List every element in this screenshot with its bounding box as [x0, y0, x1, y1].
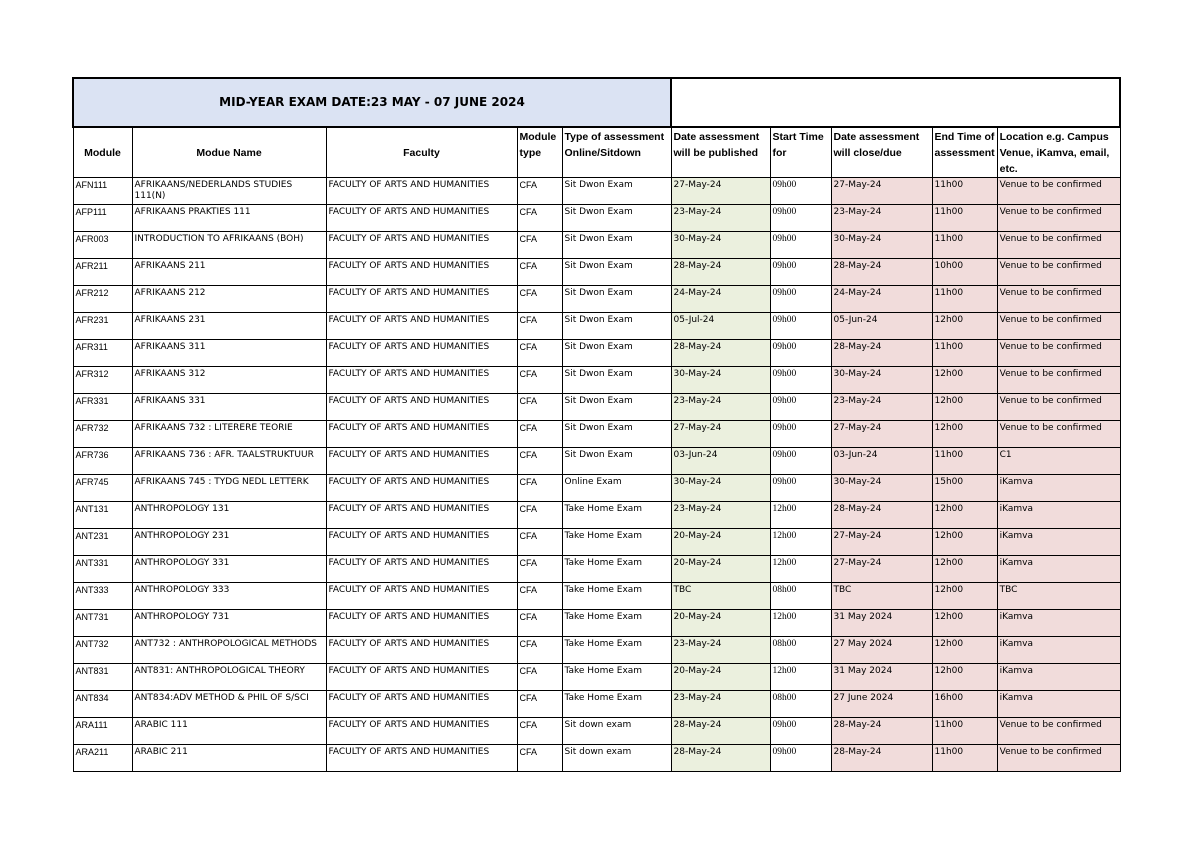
- cell-end-time: 12h00: [932, 664, 997, 691]
- cell-publish-date: 20-May-24: [671, 664, 770, 691]
- cell-end-time: 12h00: [932, 529, 997, 556]
- cell-publish-date: 20-May-24: [671, 529, 770, 556]
- cell-location: iKamva: [997, 502, 1120, 529]
- cell-module-code: ANT834: [73, 691, 132, 718]
- cell-faculty: FACULTY OF ARTS AND HUMANITIES: [326, 664, 517, 691]
- cell-end-time: 15h00: [932, 475, 997, 502]
- cell-close-date: 31 May 2024: [831, 610, 932, 637]
- cell-module-name: AFRIKAANS 736 : AFR. TAALSTRUKTUUR: [132, 448, 326, 475]
- cell-module-code: ARA111: [73, 718, 132, 745]
- cell-start-time: 09h00: [770, 367, 831, 394]
- cell-end-time: 11h00: [932, 745, 997, 772]
- cell-publish-date: 23-May-24: [671, 691, 770, 718]
- cell-module-name: AFRIKAANS 732 : LITERERE TEORIE: [132, 421, 326, 448]
- header-module-type: Module type: [517, 127, 562, 178]
- cell-faculty: FACULTY OF ARTS AND HUMANITIES: [326, 178, 517, 205]
- table-row: [73, 610, 1120, 637]
- cell-close-date: 27 May 2024: [831, 637, 932, 664]
- header-module: Module: [73, 127, 132, 178]
- cell-close-date: 23-May-24: [831, 205, 932, 232]
- cell-end-time: 10h00: [932, 259, 997, 286]
- header-faculty: Faculty: [326, 127, 517, 178]
- cell-end-time: 16h00: [932, 691, 997, 718]
- cell-module-type: CFA: [517, 205, 562, 232]
- cell-faculty: FACULTY OF ARTS AND HUMANITIES: [326, 691, 517, 718]
- cell-faculty: FACULTY OF ARTS AND HUMANITIES: [326, 583, 517, 610]
- cell-start-time: 12h00: [770, 610, 831, 637]
- cell-location: iKamva: [997, 529, 1120, 556]
- cell-publish-date: 05-Jul-24: [671, 313, 770, 340]
- cell-module-code: AFR736: [73, 448, 132, 475]
- cell-faculty: FACULTY OF ARTS AND HUMANITIES: [326, 529, 517, 556]
- cell-module-type: CFA: [517, 394, 562, 421]
- cell-close-date: 28-May-24: [831, 259, 932, 286]
- cell-location: Venue to be confirmed: [997, 313, 1120, 340]
- cell-close-date: 27 June 2024: [831, 691, 932, 718]
- cell-module-code: AFR212: [73, 286, 132, 313]
- cell-assessment-type: Online Exam: [562, 475, 671, 502]
- cell-publish-date: 23-May-24: [671, 394, 770, 421]
- cell-location: Venue to be confirmed: [997, 232, 1120, 259]
- cell-publish-date: 20-May-24: [671, 610, 770, 637]
- cell-end-time: 11h00: [932, 340, 997, 367]
- table-row: [73, 745, 1120, 772]
- cell-close-date: 28-May-24: [831, 502, 932, 529]
- cell-faculty: FACULTY OF ARTS AND HUMANITIES: [326, 475, 517, 502]
- table-row: [73, 259, 1120, 286]
- cell-module-type: CFA: [517, 313, 562, 340]
- cell-module-type: CFA: [517, 583, 562, 610]
- table-row: [73, 448, 1120, 475]
- cell-location: iKamva: [997, 664, 1120, 691]
- table-row: [73, 637, 1120, 664]
- cell-location: Venue to be confirmed: [997, 259, 1120, 286]
- cell-location: Venue to be confirmed: [997, 340, 1120, 367]
- cell-assessment-type: Take Home Exam: [562, 637, 671, 664]
- cell-end-time: 12h00: [932, 637, 997, 664]
- cell-module-type: CFA: [517, 664, 562, 691]
- cell-module-type: CFA: [517, 178, 562, 205]
- cell-assessment-type: Sit Dwon Exam: [562, 232, 671, 259]
- cell-faculty: FACULTY OF ARTS AND HUMANITIES: [326, 286, 517, 313]
- cell-module-code: AFP111: [73, 205, 132, 232]
- cell-module-type: CFA: [517, 259, 562, 286]
- cell-end-time: 12h00: [932, 502, 997, 529]
- cell-module-type: CFA: [517, 691, 562, 718]
- cell-module-type: CFA: [517, 232, 562, 259]
- cell-start-time: 12h00: [770, 664, 831, 691]
- cell-faculty: FACULTY OF ARTS AND HUMANITIES: [326, 610, 517, 637]
- cell-start-time: 12h00: [770, 529, 831, 556]
- cell-module-code: AFR003: [73, 232, 132, 259]
- cell-publish-date: 23-May-24: [671, 205, 770, 232]
- cell-assessment-type: Sit Dwon Exam: [562, 313, 671, 340]
- cell-module-type: CFA: [517, 610, 562, 637]
- cell-end-time: 11h00: [932, 205, 997, 232]
- cell-start-time: 09h00: [770, 205, 831, 232]
- cell-start-time: 09h00: [770, 232, 831, 259]
- cell-location: Venue to be confirmed: [997, 718, 1120, 745]
- header-publish-date: Date assessment will be published: [671, 127, 770, 178]
- cell-assessment-type: Take Home Exam: [562, 583, 671, 610]
- table-row: [73, 691, 1120, 718]
- cell-start-time: 08h00: [770, 583, 831, 610]
- cell-module-name: AFRIKAANS 211: [132, 259, 326, 286]
- cell-module-name: ANT831: ANTHROPOLOGICAL THEORY: [132, 664, 326, 691]
- cell-publish-date: 27-May-24: [671, 421, 770, 448]
- table-row: [73, 313, 1120, 340]
- cell-publish-date: 30-May-24: [671, 367, 770, 394]
- cell-faculty: FACULTY OF ARTS AND HUMANITIES: [326, 367, 517, 394]
- cell-assessment-type: Sit Dwon Exam: [562, 259, 671, 286]
- cell-assessment-type: Sit Dwon Exam: [562, 448, 671, 475]
- cell-location: Venue to be confirmed: [997, 394, 1120, 421]
- cell-publish-date: 20-May-24: [671, 556, 770, 583]
- cell-module-name: AFRIKAANS 212: [132, 286, 326, 313]
- cell-module-code: ANT231: [73, 529, 132, 556]
- cell-publish-date: 30-May-24: [671, 475, 770, 502]
- cell-module-code: AFR311: [73, 340, 132, 367]
- cell-location: Venue to be confirmed: [997, 178, 1120, 205]
- cell-publish-date: 28-May-24: [671, 718, 770, 745]
- cell-end-time: 12h00: [932, 610, 997, 637]
- cell-start-time: 09h00: [770, 394, 831, 421]
- cell-module-name: AFRIKAANS PRAKTIES 111: [132, 205, 326, 232]
- cell-module-type: CFA: [517, 475, 562, 502]
- cell-location: iKamva: [997, 637, 1120, 664]
- cell-assessment-type: Take Home Exam: [562, 502, 671, 529]
- table-row: [73, 529, 1120, 556]
- cell-faculty: FACULTY OF ARTS AND HUMANITIES: [326, 232, 517, 259]
- cell-module-name: AFRIKAANS 312: [132, 367, 326, 394]
- cell-module-name: ARABIC 211: [132, 745, 326, 772]
- cell-publish-date: 30-May-24: [671, 232, 770, 259]
- cell-publish-date: 23-May-24: [671, 502, 770, 529]
- cell-assessment-type: Sit Dwon Exam: [562, 367, 671, 394]
- cell-module-code: AFR331: [73, 394, 132, 421]
- cell-end-time: 11h00: [932, 448, 997, 475]
- cell-module-name: ANTHROPOLOGY 131: [132, 502, 326, 529]
- cell-module-name: ANTHROPOLOGY 731: [132, 610, 326, 637]
- cell-close-date: 24-May-24: [831, 286, 932, 313]
- cell-module-code: ANT331: [73, 556, 132, 583]
- cell-module-type: CFA: [517, 367, 562, 394]
- cell-assessment-type: Take Home Exam: [562, 556, 671, 583]
- cell-close-date: 28-May-24: [831, 718, 932, 745]
- cell-publish-date: 03-Jun-24: [671, 448, 770, 475]
- cell-module-type: CFA: [517, 340, 562, 367]
- table-row: [73, 232, 1120, 259]
- cell-location: iKamva: [997, 556, 1120, 583]
- cell-start-time: 08h00: [770, 691, 831, 718]
- cell-publish-date: 28-May-24: [671, 259, 770, 286]
- cell-publish-date: 28-May-24: [671, 340, 770, 367]
- cell-assessment-type: Sit Dwon Exam: [562, 205, 671, 232]
- cell-end-time: 12h00: [932, 421, 997, 448]
- header-location: Location e.g. Campus Venue, iKamva, email, etc.: [997, 127, 1120, 178]
- table-row: [73, 367, 1120, 394]
- cell-start-time: 09h00: [770, 178, 831, 205]
- table-row: [73, 394, 1120, 421]
- header-end-time: End Time of assessment: [932, 127, 997, 178]
- cell-module-name: AFRIKAANS 331: [132, 394, 326, 421]
- cell-close-date: 30-May-24: [831, 367, 932, 394]
- cell-assessment-type: Sit down exam: [562, 718, 671, 745]
- cell-start-time: 09h00: [770, 475, 831, 502]
- table-row: [73, 583, 1120, 610]
- cell-close-date: 27-May-24: [831, 421, 932, 448]
- cell-end-time: 11h00: [932, 286, 997, 313]
- cell-start-time: 12h00: [770, 556, 831, 583]
- cell-location: iKamva: [997, 475, 1120, 502]
- cell-close-date: 30-May-24: [831, 475, 932, 502]
- cell-module-type: CFA: [517, 529, 562, 556]
- table-row: [73, 286, 1120, 313]
- cell-close-date: 30-May-24: [831, 232, 932, 259]
- cell-module-name: ANT834:ADV METHOD & PHIL OF S/SCI: [132, 691, 326, 718]
- cell-module-code: AFR231: [73, 313, 132, 340]
- header-start-time: Start Time for: [770, 127, 831, 178]
- cell-module-code: ANT732: [73, 637, 132, 664]
- table-row: [73, 178, 1120, 205]
- cell-module-code: ANT131: [73, 502, 132, 529]
- cell-module-code: ANT731: [73, 610, 132, 637]
- cell-close-date: TBC: [831, 583, 932, 610]
- cell-faculty: FACULTY OF ARTS AND HUMANITIES: [326, 556, 517, 583]
- exam-schedule-table: [72, 77, 1121, 772]
- cell-location: Venue to be confirmed: [997, 205, 1120, 232]
- cell-end-time: 12h00: [932, 394, 997, 421]
- cell-start-time: 09h00: [770, 286, 831, 313]
- cell-faculty: FACULTY OF ARTS AND HUMANITIES: [326, 718, 517, 745]
- cell-close-date: 31 May 2024: [831, 664, 932, 691]
- cell-end-time: 11h00: [932, 232, 997, 259]
- cell-close-date: 27-May-24: [831, 556, 932, 583]
- header-close-date: Date assessment will close/due: [831, 127, 932, 178]
- cell-assessment-type: Take Home Exam: [562, 529, 671, 556]
- cell-end-time: 12h00: [932, 313, 997, 340]
- cell-start-time: 09h00: [770, 745, 831, 772]
- cell-end-time: 12h00: [932, 583, 997, 610]
- cell-close-date: 23-May-24: [831, 394, 932, 421]
- cell-module-type: CFA: [517, 421, 562, 448]
- cell-module-code: ARA211: [73, 745, 132, 772]
- cell-module-code: AFR211: [73, 259, 132, 286]
- cell-module-code: AFR745: [73, 475, 132, 502]
- cell-module-name: AFRIKAANS 745 : TYDG NEDL LETTERK: [132, 475, 326, 502]
- cell-assessment-type: Sit Dwon Exam: [562, 421, 671, 448]
- cell-module-type: CFA: [517, 502, 562, 529]
- table-row: [73, 556, 1120, 583]
- cell-module-name: ANTHROPOLOGY 231: [132, 529, 326, 556]
- table-row: [73, 718, 1120, 745]
- cell-module-name: AFRIKAANS 231: [132, 313, 326, 340]
- cell-start-time: 12h00: [770, 502, 831, 529]
- cell-faculty: FACULTY OF ARTS AND HUMANITIES: [326, 637, 517, 664]
- cell-assessment-type: Take Home Exam: [562, 691, 671, 718]
- cell-module-type: CFA: [517, 637, 562, 664]
- cell-module-type: CFA: [517, 718, 562, 745]
- cell-location: Venue to be confirmed: [997, 286, 1120, 313]
- cell-module-name: ANTHROPOLOGY 331: [132, 556, 326, 583]
- cell-faculty: FACULTY OF ARTS AND HUMANITIES: [326, 448, 517, 475]
- cell-start-time: 09h00: [770, 718, 831, 745]
- cell-module-name: INTRODUCTION TO AFRIKAANS (BOH): [132, 232, 326, 259]
- cell-close-date: 27-May-24: [831, 178, 932, 205]
- cell-assessment-type: Sit Dwon Exam: [562, 340, 671, 367]
- cell-module-name: ANT732 : ANTHROPOLOGICAL METHODS: [132, 637, 326, 664]
- cell-module-code: ANT831: [73, 664, 132, 691]
- cell-module-code: AFR732: [73, 421, 132, 448]
- cell-location: C1: [997, 448, 1120, 475]
- cell-end-time: 12h00: [932, 367, 997, 394]
- cell-assessment-type: Take Home Exam: [562, 610, 671, 637]
- cell-faculty: FACULTY OF ARTS AND HUMANITIES: [326, 313, 517, 340]
- cell-location: iKamva: [997, 691, 1120, 718]
- cell-publish-date: TBC: [671, 583, 770, 610]
- header-assessment-type: Type of assessment Online/Sitdown: [562, 127, 671, 178]
- cell-publish-date: 24-May-24: [671, 286, 770, 313]
- cell-location: TBC: [997, 583, 1120, 610]
- cell-module-code: AFR312: [73, 367, 132, 394]
- cell-module-type: CFA: [517, 556, 562, 583]
- cell-module-type: CFA: [517, 286, 562, 313]
- cell-publish-date: 23-May-24: [671, 637, 770, 664]
- cell-end-time: 12h00: [932, 556, 997, 583]
- cell-end-time: 11h00: [932, 718, 997, 745]
- cell-faculty: FACULTY OF ARTS AND HUMANITIES: [326, 421, 517, 448]
- cell-module-type: CFA: [517, 745, 562, 772]
- cell-location: Venue to be confirmed: [997, 367, 1120, 394]
- cell-assessment-type: Take Home Exam: [562, 664, 671, 691]
- cell-close-date: 28-May-24: [831, 340, 932, 367]
- cell-location: Venue to be confirmed: [997, 745, 1120, 772]
- cell-module-type: CFA: [517, 448, 562, 475]
- table-row: [73, 421, 1120, 448]
- cell-faculty: FACULTY OF ARTS AND HUMANITIES: [326, 340, 517, 367]
- cell-module-code: ANT333: [73, 583, 132, 610]
- cell-publish-date: 27-May-24: [671, 178, 770, 205]
- cell-faculty: FACULTY OF ARTS AND HUMANITIES: [326, 502, 517, 529]
- cell-module-name: AFRIKAANS 311: [132, 340, 326, 367]
- cell-assessment-type: Sit Dwon Exam: [562, 178, 671, 205]
- cell-close-date: 28-May-24: [831, 745, 932, 772]
- cell-faculty: FACULTY OF ARTS AND HUMANITIES: [326, 745, 517, 772]
- cell-faculty: FACULTY OF ARTS AND HUMANITIES: [326, 259, 517, 286]
- cell-start-time: 08h00: [770, 637, 831, 664]
- cell-faculty: FACULTY OF ARTS AND HUMANITIES: [326, 394, 517, 421]
- cell-module-name: ARABIC 111: [132, 718, 326, 745]
- header-module-name: Modue Name: [132, 127, 326, 178]
- cell-close-date: 03-Jun-24: [831, 448, 932, 475]
- cell-end-time: 11h00: [932, 178, 997, 205]
- page-title: MID-YEAR EXAM DATE:23 MAY - 07 JUNE 2024: [73, 78, 671, 127]
- table-row: [73, 475, 1120, 502]
- cell-module-name: AFRIKAANS/NEDERLANDS STUDIES 111(N): [132, 178, 326, 205]
- cell-assessment-type: Sit Dwon Exam: [562, 394, 671, 421]
- cell-close-date: 05-Jun-24: [831, 313, 932, 340]
- blank-header-cell: [671, 78, 1120, 127]
- cell-start-time: 09h00: [770, 340, 831, 367]
- cell-start-time: 09h00: [770, 313, 831, 340]
- table-row: [73, 205, 1120, 232]
- cell-assessment-type: Sit down exam: [562, 745, 671, 772]
- cell-start-time: 09h00: [770, 259, 831, 286]
- cell-close-date: 27-May-24: [831, 529, 932, 556]
- cell-publish-date: 28-May-24: [671, 745, 770, 772]
- cell-assessment-type: Sit Dwon Exam: [562, 286, 671, 313]
- cell-faculty: FACULTY OF ARTS AND HUMANITIES: [326, 205, 517, 232]
- cell-start-time: 09h00: [770, 448, 831, 475]
- table-row: [73, 664, 1120, 691]
- cell-module-code: AFN111: [73, 178, 132, 205]
- cell-start-time: 09h00: [770, 421, 831, 448]
- table-row: [73, 340, 1120, 367]
- cell-location: iKamva: [997, 610, 1120, 637]
- table-row: [73, 502, 1120, 529]
- cell-module-name: ANTHROPOLOGY 333: [132, 583, 326, 610]
- cell-location: Venue to be confirmed: [997, 421, 1120, 448]
